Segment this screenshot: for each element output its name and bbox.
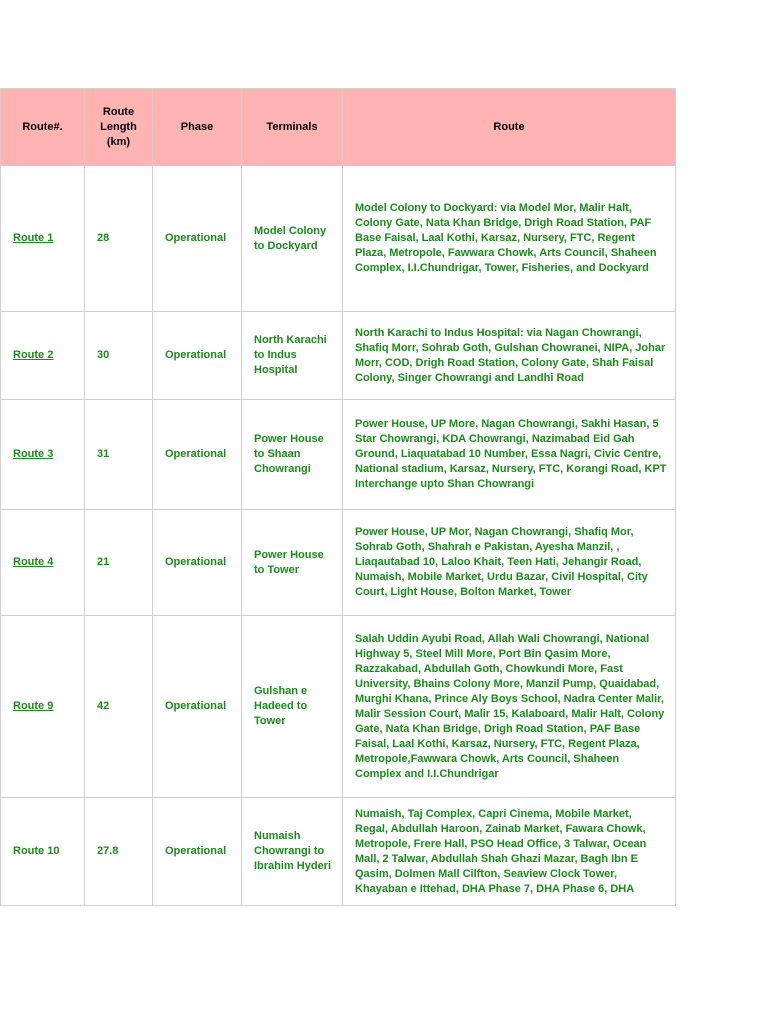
header-length-line2: Length	[100, 120, 137, 133]
phase-cell: Operational	[153, 400, 242, 510]
table-row	[1, 510, 676, 616]
route-length-cell: 28	[85, 166, 153, 312]
table-row	[1, 616, 676, 798]
route-description-cell: Salah Uddin Ayubi Road, Allah Wali Chowrangi, National Highway 5, Steel Mill More, Port Bin Qasim More, Razzakabad, Abdullah Goth, Chowkundi More, Fast University, Bhains Colony More, Manzil Pump, Quaidabad, Murghi Khana, Prince Aly Boys School, Nadra Center Malir, Malir Session Court, Malir 15, Kalaboard, Malir Halt, Colony Gate, Nata Khan Bridge, Drigh Road Station, PAF Base Faisal, Laal Kothi, Karsaz, Nursery, FTC, Regent Plaza, Metropole,Fawwara Chowk, Arts Council, Shaheen Complex and I.I.Chundrigar	[343, 616, 676, 798]
terminals-cell: North Karachi to Indus Hospital	[242, 312, 343, 400]
route-description-cell: Power House, UP More, Nagan Chowrangi, Sakhi Hasan, 5 Star Chowrangi, KDA Chowrangi, Nazimabad Eid Gah Ground, Liaquatabad 10 Number, Essa Nagri, Civic Centre, National stadium, Karsaz, Nursery, FTC, Korangi Road, KPT Interchange upto Shan Chowrangi	[343, 400, 676, 510]
header-route: Route	[343, 89, 676, 166]
route-no-cell[interactable]	[1, 312, 85, 400]
terminals-cell: Model Colony to Dockyard	[242, 166, 343, 312]
route-description-cell: Power House, UP Mor, Nagan Chowrangi, Shafiq Mor, Sohrab Goth, Shahrah e Pakistan, Ayesha Manzil, , Liaqautabad 10, Laloo Khait, Teen Hati, Jehangir Road, Numaish, Mobile Market, Urdu Bazar, Civil Hospital, City Court, Light House, Bolton Market, Tower	[343, 510, 676, 616]
route-no-cell[interactable]	[1, 166, 85, 312]
route-length-cell: 27.8	[85, 798, 153, 906]
phase-cell: Operational	[153, 616, 242, 798]
route-length-cell: 30	[85, 312, 153, 400]
header-terminals: Terminals	[242, 89, 343, 166]
route-description-cell: North Karachi to Indus Hospital: via Nagan Chowrangi, Shafiq Morr, Sohrab Goth, Gulshan Chowranei, NIPA, Johar Morr, COD, Drigh Road Station, Colony Gate, Shah Faisal Colony, Singer Chowrangi and Landhi Road	[343, 312, 676, 400]
header-length-line1: Route	[102, 105, 135, 118]
terminals-cell: Gulshan e Hadeed to Tower	[242, 616, 343, 798]
table-row	[1, 312, 676, 400]
phase-cell: Operational	[153, 510, 242, 616]
route-no-cell	[1, 798, 85, 906]
route-1-link[interactable]: Route 1	[13, 232, 54, 244]
route-no-cell[interactable]	[1, 616, 85, 798]
routes-table	[0, 88, 676, 906]
phase-cell: Operational	[153, 312, 242, 400]
phase-cell: Operational	[153, 166, 242, 312]
route-10-label: Route 10	[13, 845, 60, 857]
table-row	[1, 798, 676, 906]
phase-cell: Operational	[153, 798, 242, 906]
terminals-cell: Numaish Chowrangi to Ibrahim Hyderi	[242, 798, 343, 906]
route-description-cell: Model Colony to Dockyard: via Model Mor, Malir Halt, Colony Gate, Nata Khan Bridge, Drigh Road Station, PAF Base Faisal, Laal Kothi, Karsaz, Nursery, FTC, Regent Plaza, Metropole, Fawwara Chowk, Arts Council, Shaheen Complex, I.I.Chundrigar, Tower, Fisheries, and Dockyard	[343, 166, 676, 312]
route-description-cell: Numaish, Taj Complex, Capri Cinema, Mobile Market, Regal, Abdullah Haroon, Zainab Market, Fawara Chowk, Metropole, Frere Hall, PSO Head Office, 3 Talwar, Ocean Mall, 2 Talwar, Abdullah Shah Ghazi Mazar, Bagh Ibn E Qasim, Dolmen Mall Cilfton, Seaview Clock Tower, Khayaban e Ittehad, DHA Phase 7, DHA Phase 6, DHA	[343, 798, 676, 906]
table-header-row	[1, 89, 676, 166]
route-3-link[interactable]: Route 3	[13, 448, 54, 460]
route-length-cell: 42	[85, 616, 153, 798]
route-4-link[interactable]: Route 4	[13, 556, 54, 568]
route-no-cell[interactable]	[1, 510, 85, 616]
header-phase: Phase	[153, 89, 242, 166]
route-9-link[interactable]: Route 9	[13, 700, 54, 712]
terminals-cell: Power House to Shaan Chowrangi	[242, 400, 343, 510]
terminals-cell: Power House to Tower	[242, 510, 343, 616]
table-row	[1, 166, 676, 312]
route-length-cell: 21	[85, 510, 153, 616]
header-route-no: Route#.	[1, 89, 85, 166]
header-route-length	[85, 89, 153, 166]
header-length-line3: (km)	[106, 135, 131, 148]
table-row	[1, 400, 676, 510]
route-no-cell[interactable]	[1, 400, 85, 510]
route-length-cell: 31	[85, 400, 153, 510]
route-2-link[interactable]: Route 2	[13, 349, 54, 361]
